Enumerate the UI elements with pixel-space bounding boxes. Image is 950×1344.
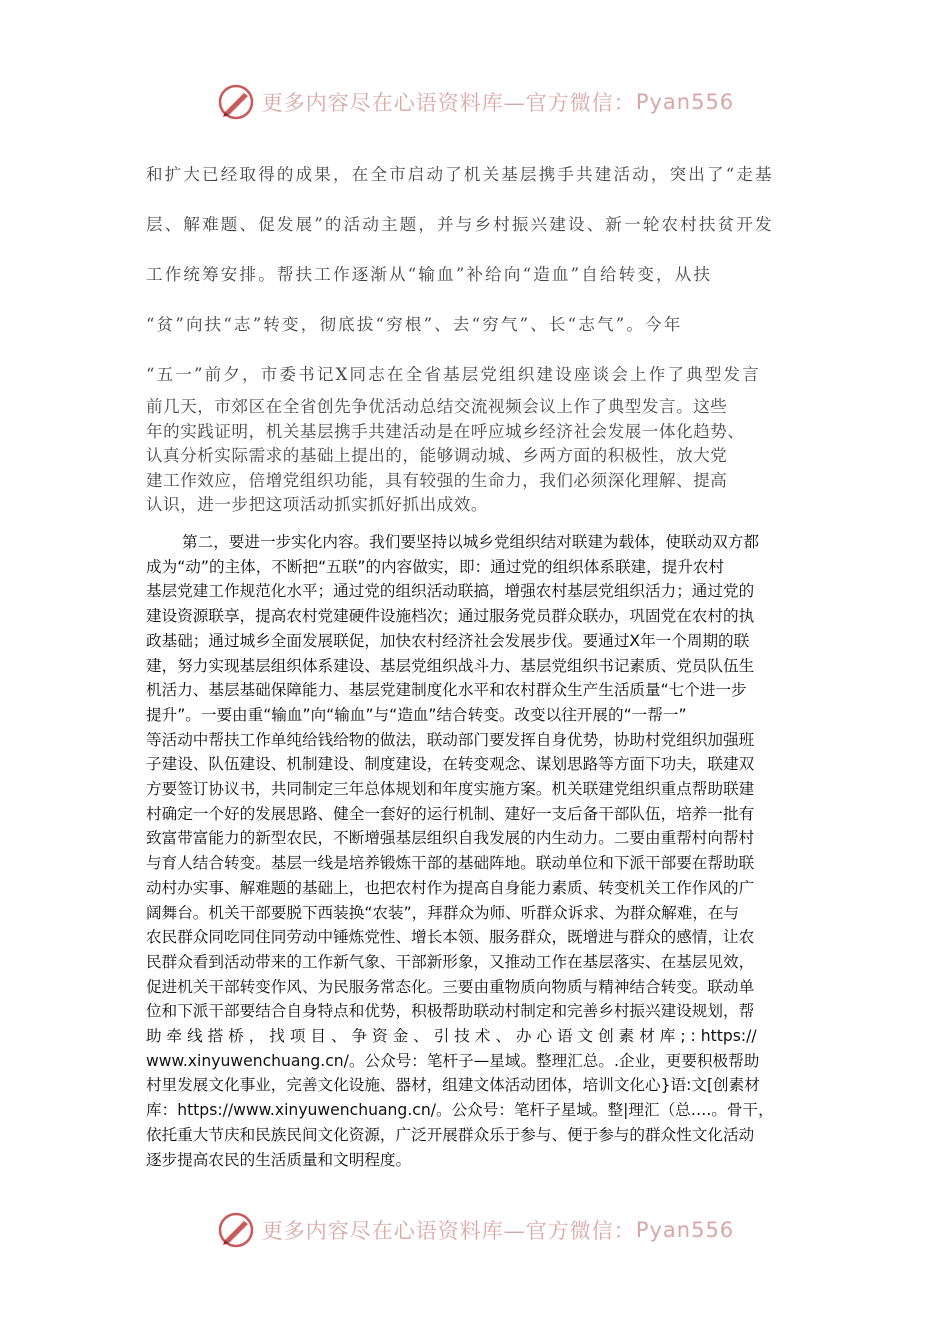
text-line: 村确定一个好的发展思路、健全一套好的运行机制、建好一支后备干部队伍，培养一批有 [146, 804, 755, 823]
text-line: 与育人结合转变。基层一线是培养锻炼干部的基础阵地。联动单位和下派干部要在帮助联 [146, 854, 755, 873]
text-line: 民群众看到活动带来的工作新气象、干部新形象，又推动工作在基层落实、在基层见效， [146, 952, 755, 971]
text-line: 致富带富能力的新型农民，不断增强基层组织自我发展的内生动力。二要由重帮村向帮村 [146, 829, 755, 848]
banner-text: 更多内容尽在心语资料库—官方微信： [261, 1219, 636, 1243]
pen-logo-icon [216, 1210, 256, 1250]
text-line: 依托重大节庆和民族民间文化资源，广泛开展群众乐于参与、便于参与的群众性文化活动 [146, 1125, 755, 1144]
text-line: 子建设、队伍建设、机制建设、制度建设，在转变观念、谋划思路等方面下功夫，联建双 [146, 755, 755, 774]
paragraph-1 [146, 150, 818, 400]
text-line: 助 牵 线 搭 桥 ， 找 项 目 、 争 资 金 、 引 技 术 、 办 心 语 文 创 素 材 库 ; : https:// [146, 1027, 757, 1046]
text-line: 年的实践证明，机关基层携手共建活动是在呼应城乡经济社会发展一体化趋势、 [146, 421, 745, 441]
text-line: 方要签订协议书，共同制定三年总体规划和年度实施方案。机关联建党组织重点帮助联建 [146, 780, 755, 799]
banner-text: 更多内容尽在心语资料库—官方微信： [261, 91, 636, 115]
text-line: 工作统筹安排。帮扶工作逐渐从“输血”补给向“造血”自给转变，从扶 [146, 265, 713, 284]
text-line: “五一”前夕，市委书记X同志在全省基层党组织建设座谈会上作了典型发言 [146, 365, 761, 384]
text-line: 认识，进一步把这项活动抓实抓好抓出成效。 [146, 495, 488, 514]
text-line: 村里发展文化事业，完善文化设施、器材，组建文体活动团体，培训文化心}语:文[创素材 [146, 1076, 760, 1095]
paragraph-2 [146, 395, 818, 518]
text-line: 逐步提高农民的生活质量和文明程度。 [146, 1150, 412, 1169]
paragraph-3 [146, 530, 810, 1172]
text-line: 机活力、基层基础保障能力、基层党建制度化水平和农村群众生产生活质量“七个进一步 [146, 681, 747, 700]
pen-logo-icon [216, 82, 256, 122]
text-line: 认真分析实际需求的基础上提出的，能够调动城、乡两方面的积极性，放大党 [146, 446, 728, 465]
text-line: 层、解难题、促发展”的活动主题，并与乡村振兴建设、新一轮农村扶贫开发 [146, 215, 774, 234]
text-line: 前几天，市郊区在全省创先争优活动总结交流视频会议上作了典型发言。这些 [146, 397, 728, 416]
text-line: 等活动中帮扶工作单纯给钱给物的做法，联动部门要发挥自身优势，协助村党组织加强班 [146, 730, 755, 749]
text-line: 促进机关干部转变作风、为民服务常态化。三要由重物质向物质与精神结合转变。联动单 [146, 977, 755, 996]
text-line: “贫”向扶“志”转变，彻底拔“穷根”、去“穷气”、长“志气”。今年 [146, 315, 683, 334]
banner-code: Pyan556 [635, 1218, 735, 1242]
text-line: 第二，要进一步实化内容。我们要坚持以城乡党组织结对联建为载体，使联动双方都 [182, 533, 759, 551]
text-line: www.xinyuwenchuang.cn/。公众号：笔杆子—星域。整理汇总。.企业，更要积极帮助 [146, 1051, 760, 1070]
text-line: 成为“动”的主体，不断把“五联”的内容做实，即：通过党的组织体系联建，提升农村 [146, 557, 725, 576]
text-line: 位和下派干部要结合自身特点和优势，积极帮助联动村制定和完善乡村振兴建设规划，帮 [146, 1002, 755, 1021]
text-line: 提升”。一要由重“输血”向“输血”与“造血”结合转变。改变以往开展的“一帮一” [146, 705, 687, 724]
text-line: 政基础；通过城乡全面发展联促，加快农村经济社会发展步伐。要通过X年一个周期的联 [146, 631, 750, 650]
text-line: 建工作效应，倍增党组织功能，具有较强的生命力，我们必须深化理解、提高 [146, 470, 728, 490]
text-line: 和扩大已经取得的成果，在全市启动了机关基层携手共建活动，突出了“走基 [146, 165, 774, 184]
text-line: 阔舞台。机关干部要脱下西装换“农装”，拜群众为师、听群众诉求、为群众解难，在与 [146, 903, 740, 922]
text-line: 基层党建工作规范化水平；通过党的组织活动联搞，增强农村基层党组织活力；通过党的 [146, 582, 755, 601]
text-line: 动村办实事、解难题的基础上，也把农村作为提高自身能力素质、转变机关工作作风的广 [146, 878, 755, 897]
text-line: 建，努力实现基层组织体系建设、基层党组织战斗力、基层党组织书记素质、党员队伍生 [146, 656, 755, 675]
text-line: 库：https://www.xinyuwenchuang.cn/。公众号：笔杆子星域。整|理汇（总….。骨干， [146, 1101, 774, 1120]
footer-banner [0, 1208, 950, 1252]
header-banner [0, 80, 950, 124]
text-line: 农民群众同吃同住同劳动中锤炼党性、增长本领、服务群众，既增进与群众的感情，让农 [146, 928, 755, 947]
banner-code: Pyan556 [635, 90, 735, 114]
text-line: 建设资源联享，提高农村党建硬件设施档次；通过服务党员群众联办，巩固党在农村的执 [146, 607, 755, 626]
